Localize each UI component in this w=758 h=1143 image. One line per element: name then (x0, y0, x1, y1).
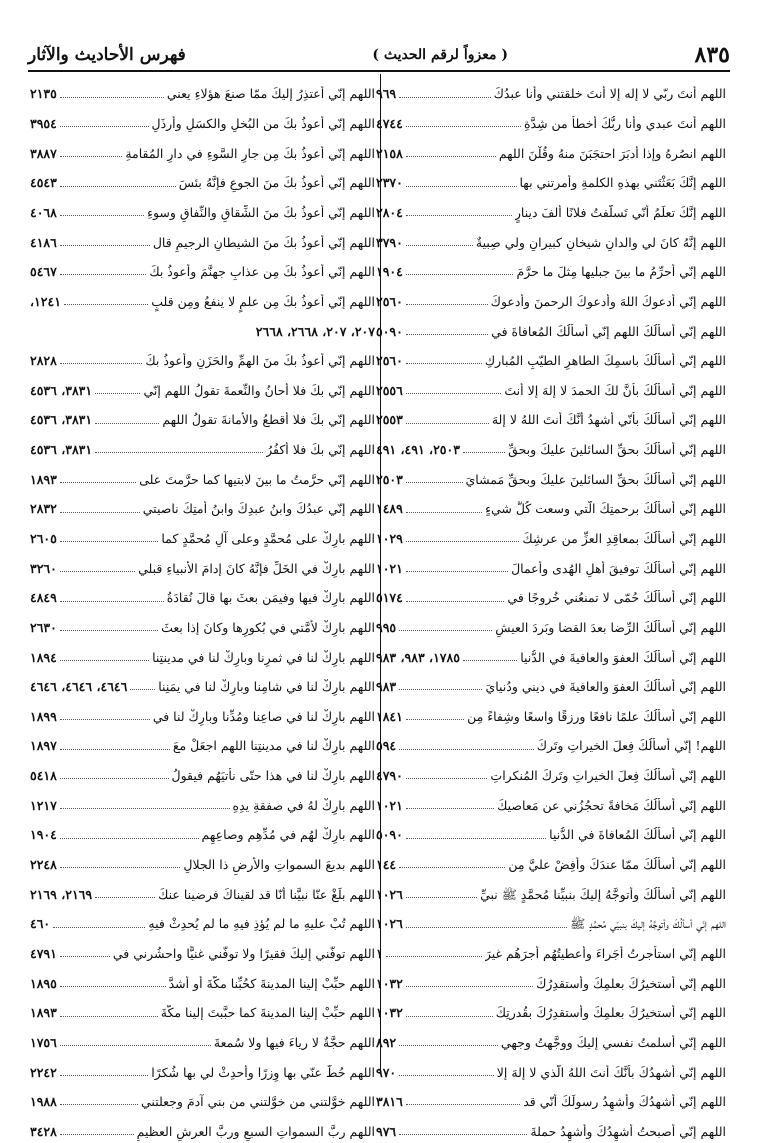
entry-reference: ١٠٢١ (376, 560, 403, 576)
entry-text: اللهم بارِكْ لهُم في مُدِّهِم وصاعِهِم (201, 827, 375, 843)
entry-reference: ٣٢٦٠ (30, 560, 57, 576)
index-entry (30, 639, 375, 669)
entry-reference: ٢٨٣٢ (30, 501, 57, 517)
entry-text: اللهم إنّي أسألُكَ باسمِكَ الطاهرِ الطيّبِ المُباركِ (484, 353, 726, 369)
entry-reference: ١٧٨٥، ٩٨٣، ٩٨٣ (376, 649, 460, 665)
entry-text: اللهم بارِكْ لنا في هذا حتّى نأتيَهُم فيقولُ (171, 768, 375, 784)
entry-text: اللهم إنّي أسألُكَ وأتوجَّهُ إليكَ بنبيّي مُحمَّدٍ ﷺ (570, 916, 726, 932)
index-entry (376, 639, 726, 669)
entry-reference: ١٠٢٩ (376, 531, 403, 546)
leader-dots (60, 749, 170, 750)
entry-reference: ١٩٠٤ (30, 827, 57, 843)
index-entry (376, 343, 726, 373)
index-entry (376, 372, 726, 402)
entry-reference: ٢٥٦٠ (376, 353, 403, 369)
index-entry (376, 1113, 726, 1143)
index-entry (30, 254, 375, 284)
leader-dots (60, 541, 158, 542)
entry-reference: ١٠٢٦ (376, 916, 403, 932)
index-entry (376, 283, 726, 313)
entry-text: اللهم إنّي أعوذُ بكَ منَ الهمِّ والحَزَنِ وأعوذُ بكَ (145, 353, 375, 369)
leader-dots (406, 838, 546, 839)
leader-dots (386, 956, 482, 957)
entry-text: اللهم إنّي حرَّمتُ ما بينَ لابتيها كما حرَّمتَ على (139, 471, 375, 487)
entry-text: اللهم إنّي أسألُكَ فِعلَ الخيراتِ وتَركَ المُنكراتِ (490, 768, 726, 784)
leader-dots (60, 778, 169, 779)
index-entry (376, 135, 726, 165)
leader-dots (95, 393, 140, 394)
entry-text: اللهم إنّي أعوذُ بكَ مِن علمٍ لا ينفعُ ومِن قلبٍ (151, 293, 375, 309)
leader-dots (64, 304, 148, 305)
index-entry (30, 610, 375, 640)
entry-text: اللهم إنّي أسألُكَ العفوَ والعافيةَ في الدُّنيا (520, 649, 726, 665)
leader-dots (60, 97, 164, 98)
index-entry (376, 402, 726, 432)
entry-text: اللهم إنّي أعوذُ بكَ منَ الشِّقاقِ والنِّفاقِ وسوءِ (147, 204, 375, 220)
entry-reference: ٢٥٦٠ (376, 293, 403, 309)
index-entry (376, 965, 726, 995)
entry-reference: ٤٦٤٦، ٤٦٤٦، ٤٦٤٦ (30, 679, 128, 695)
entry-text: اللهم إنّي أشهدُكَ وأُشهِدُ رسولَكَ أنّي قد (523, 1094, 726, 1110)
leader-dots (463, 660, 517, 661)
leader-dots (406, 126, 521, 127)
leader-dots (406, 215, 512, 216)
entry-reference: ٤٦٠ (30, 916, 51, 932)
index-entry (30, 965, 375, 995)
index-entry (30, 728, 375, 758)
leader-dots (60, 482, 136, 483)
leader-dots (53, 927, 145, 928)
index-entry (376, 432, 726, 462)
leader-dots (406, 186, 517, 187)
entry-reference: ٩٧٠ (376, 1064, 397, 1080)
entry-reference: ٢٢٤٢ (30, 1064, 57, 1080)
entry-reference: ٢٥٠٣، ٤٩١، ٤٩١ (376, 442, 460, 458)
entry-reference: ٨٩٢ (376, 1034, 397, 1050)
index-entry (30, 817, 375, 847)
entry-text: اللهم انصُرهُ وإذا أدبَرَ احتجَبَنَ منهُ وقُلْنَ اللهم (498, 145, 726, 161)
leader-dots (60, 1104, 138, 1105)
entry-reference: ٣٧٩٠ (376, 234, 403, 250)
leader-dots (406, 423, 489, 424)
index-entry (30, 195, 375, 225)
leader-dots (406, 541, 519, 542)
entry-text: اللهم إنّي أعوذُ بكَ مِن جارِ السَّوءِ في دارِ المُقامةِ (125, 145, 375, 161)
entry-reference: ٩٨٣ (376, 679, 397, 695)
entry-reference: ١٨٩٧ (30, 738, 57, 754)
index-entry (30, 1113, 375, 1143)
leader-dots (60, 215, 144, 216)
entry-reference: ١٩٨٨ (30, 1094, 57, 1110)
leader-dots (60, 126, 149, 127)
leader-dots (399, 1045, 498, 1046)
index-entry (376, 521, 726, 551)
entry-reference: ١٧٥٦ (30, 1034, 57, 1050)
index-entry (30, 283, 375, 313)
entry-reference: ١٨٩٩ (30, 708, 57, 724)
entry-text: اللهم إنّي أعوذُ بكَ منَ الشيطانِ الرجيمِ قال (152, 234, 375, 250)
index-entry (376, 165, 726, 195)
leader-dots (399, 749, 534, 750)
index-entry (376, 728, 726, 758)
leader-dots (60, 156, 122, 157)
leader-dots (60, 1016, 158, 1017)
leader-dots (60, 245, 150, 246)
leader-dots (406, 304, 488, 305)
entry-reference: ٥١٧٤ (376, 590, 403, 606)
leader-dots (95, 897, 155, 898)
leader-dots (399, 630, 492, 631)
index-entry (30, 847, 375, 877)
entry-text: اللهم إنّي أسألُكَ اللهم إنّي أسألُكَ المُعافاةَ في (491, 323, 726, 339)
index-entry (30, 669, 375, 699)
leader-dots (406, 808, 494, 809)
leader-dots (406, 393, 502, 394)
leader-dots (406, 897, 477, 898)
entry-text: اللهم توفَّني إليكَ فقيرًا ولا توفَّني غنيًّا واحشُرني في (112, 945, 375, 961)
entry-reference: ٣٨٨٧ (30, 145, 57, 161)
entry-reference: ٢١٦٩، ٢١٦٩ (30, 886, 93, 902)
index-entry (376, 669, 726, 699)
entry-reference: ١٠٣٢ (376, 975, 403, 991)
leader-dots (399, 689, 482, 690)
index-entry (376, 313, 726, 343)
entry-text: اللهم إنّي أسألُكَ بحقِّ السائلينَ عليكَ وبحقِّ (508, 442, 726, 458)
leader-dots (399, 1134, 527, 1135)
entry-text: اللهم إنّي أسألُكَ وأتوجَّهُ إليكَ بنبيِّنا مُحمَّدٍ ﷺ نبيِّ (480, 886, 726, 902)
entry-text: اللهم إنّي أسألُكَ بأنَّ لكَ الحمدَ لا إلهَ إلا أنتَ (504, 382, 726, 398)
index-entry (30, 1054, 375, 1084)
leader-dots (60, 601, 164, 602)
index-entry (30, 758, 375, 788)
entry-text: اللهم بارِكْ لهُ في صفقةِ يدِهِ (232, 797, 375, 813)
entry-text: اللهم بديعَ السمواتِ والأرضِ ذا الجلالِ (183, 857, 375, 873)
index-entry (30, 580, 375, 610)
entry-reference: ٤٨٤٩ (30, 590, 57, 606)
entry-text: اللهم إنَّكَ بَعَثْتَني بهذهِ الكلمةِ وأمرتني بها (519, 175, 726, 191)
entry-text: اللهم أنتَ ربّي لا إله إلا أنتَ خلقتني وأنا عبدُكَ (493, 86, 726, 102)
entry-text: اللهم إنّي أسألُكَ بحقِّ السائلينَ عليكَ وبحقِّ مَمشايَ (465, 471, 726, 487)
entry-text: اللهم إنّي أعوذُ بكَ منَ الجوعِ فإنَّهُ بئسَ (178, 175, 375, 191)
leader-dots (399, 867, 505, 868)
entry-text: اللهم ربَّ السمواتِ السبعِ وربَّ العرشِ العظيمِ (136, 1123, 375, 1139)
index-entry (30, 76, 375, 106)
leader-dots (60, 808, 230, 809)
entry-reference: ٣٨٣١، ٤٥٣٦ (30, 382, 93, 398)
index-entry (30, 343, 375, 373)
index-entry (376, 580, 726, 610)
entry-text: اللهم حُطَّ عنّي بها وِزرًا وأحدِثْ لي بها شُكرًا (151, 1064, 375, 1080)
leader-dots (406, 571, 508, 572)
index-entry (376, 195, 726, 225)
entry-text: اللهم إنّي أعوذُ بكَ من البُخلِ والكسَلِ وأرذَلِ (151, 116, 375, 132)
entry-reference: ١٨٩٣ (30, 1005, 57, 1021)
entry-text: اللهم إنّي أستخيرُكَ بعلمِكَ وأستقدِرُكَ (536, 975, 726, 991)
entry-reference: ٢٨٢٨ (30, 353, 57, 369)
entry-reference: ٣٤٢٨ (30, 1123, 57, 1139)
index-entry (376, 847, 726, 877)
entry-reference: ٢١٣٥ (30, 86, 57, 102)
index-entry (30, 402, 375, 432)
leader-dots (60, 986, 166, 987)
entry-text: اللهم إنّي بكَ فلا أكفُرُ (266, 442, 375, 458)
index-entry (30, 135, 375, 165)
entry-reference: ٤٧٤٤ (376, 116, 403, 132)
leader-dots (406, 778, 488, 779)
entry-text: اللهم بارِكْ لنا في صاعِنا ومُدِّنا وبارِكْ لنا في (152, 708, 375, 724)
entry-text: اللهم بارِكْ في الخَلِّ فإنَّهُ كانَ إدامَ الأنبياءِ قبلي (138, 560, 375, 576)
entry-reference: ١٨٩٣ (30, 471, 57, 487)
index-entry (30, 461, 375, 491)
leader-dots (399, 97, 490, 98)
leader-dots (60, 719, 150, 720)
leader-dots (60, 512, 140, 513)
leader-dots (406, 512, 482, 513)
index-entry (30, 224, 375, 254)
entry-text: اللهم حجَّةٌ لا رياءَ فيها ولا سُمعةَ (213, 1034, 375, 1050)
leader-dots (60, 274, 146, 275)
leader-dots (60, 363, 142, 364)
entry-reference: ١٢١٧ (30, 797, 57, 813)
index-entry (376, 936, 726, 966)
entry-text: اللهم خوَّلتني من خوَّلتني من بني آدمَ وجعلتني (141, 1094, 375, 1110)
entry-text: اللهم إنّي أدعوكَ اللهَ وأدعوكَ الرحمنَ وأدعوكَ (490, 293, 726, 309)
header-rule (28, 70, 730, 72)
leader-dots (406, 334, 488, 335)
leader-dots (406, 719, 464, 720)
entry-text: اللهم إنّي بكَ فلا أُحانُ والنِّعمةَ تقولُ اللهم إنّي (143, 382, 375, 398)
index-entry (376, 550, 726, 580)
entry-text: اللهم إنّي أسألُكَ ممّا عندَكَ وأفِضْ عليَّ مِن (508, 857, 726, 873)
entry-text: اللهم أنتَ عبدي وأنا ربُّكَ أخطأ من شِدَّةِ (523, 116, 726, 132)
leader-dots (60, 630, 158, 631)
index-entry (30, 313, 375, 343)
entry-text: اللهم إنّي أصبحتُ أُشهِدُكَ وأُشهِدُ حملةَ (530, 1123, 726, 1139)
entry-reference: ٤٧٩١ (30, 945, 57, 961)
entry-text: اللهم إنّي أسألُكَ توفيقَ أهلِ الهُدى وأعمالَ (511, 560, 726, 576)
entry-reference: ٢٥٥٣ (376, 412, 403, 428)
index-entry (30, 491, 375, 521)
entry-reference: ٣٨٣١، ٤٥٣٦ (30, 442, 93, 458)
entry-text: اللهم حبِّبْ إلينا المدينةَ كحُبِّنا مكّةَ أو أشدَّ (168, 975, 375, 991)
running-title: فهرس الأحاديث والآثار (28, 45, 186, 65)
entry-text: اللهم إنّي أسألُكَ مَخافةً تحجُزُني عن مَعاصيكَ (497, 797, 726, 813)
right-column (376, 76, 726, 1143)
entry-reference: ١٠٣٢ (376, 1005, 403, 1021)
entry-text: اللهم إنّي أعوذُ بكَ مِن عذابِ جهنَّمَ وأعوذُ بكَ (149, 264, 375, 280)
leader-dots (60, 838, 199, 839)
entry-reference: ٣٨١٦ (376, 1094, 403, 1110)
leader-dots (130, 689, 155, 690)
index-entry (376, 76, 726, 106)
header-subtitle: ( معزواً لرقم الحديث ) (372, 47, 508, 63)
entry-reference: ٢٠٧، ٢٠٧، ٢٦٦٨، ٢٦٦٨ (255, 323, 375, 339)
leader-dots (406, 156, 496, 157)
entry-reference: ٤٥٤٣ (30, 175, 57, 191)
page-number: ٨٣٥ (694, 42, 730, 68)
leader-dots (406, 986, 533, 987)
leader-dots (399, 1075, 494, 1076)
index-entry (30, 787, 375, 817)
leader-dots (406, 363, 482, 364)
index-entry (376, 461, 726, 491)
entry-reference: ٤٠٦٨ (30, 204, 57, 220)
entry-reference: ٢٨٠٤ (376, 204, 403, 220)
entry-text: اللهم حبِّبْ إلينا المدينةَ كما حبَّبتَ إلينا مكّةَ (160, 1005, 375, 1021)
entry-text: اللهم! إنّي أسألُكَ فِعلَ الخيراتِ وتَركَ (536, 738, 726, 754)
index-entry (30, 521, 375, 551)
entry-reference: ٩٩٥ (376, 619, 397, 635)
leader-dots (406, 927, 567, 928)
entry-reference: ٩٧٦ (376, 1123, 397, 1139)
entry-reference: ١٢٤١، (30, 293, 61, 309)
index-entry (30, 906, 375, 936)
entry-text: اللهم إنّي بكَ فلا أُقطعُ والأمانةَ تقولُ اللهم (162, 412, 375, 428)
entry-reference: ٢٥٠٣ (376, 471, 403, 487)
entry-text: اللهم إنّي أسألُكَ حُمّى لا تمنعُني خُروجًا في (507, 590, 726, 606)
index-entry (30, 995, 375, 1025)
index-entry (30, 372, 375, 402)
entry-text: اللهم إنَّكَ تعلَمُ أنّي تَسلَّفتُ فلانًا ألفَ دينارٍ (514, 204, 726, 220)
left-column (30, 76, 375, 1143)
leader-dots (406, 245, 473, 246)
entry-text: اللهم إنّي استأجرتُ أُجَراءَ وأعطيتُهُم أجرَهُم غيرَ (484, 945, 726, 961)
entry-text: اللهم إنّي أسلمتُ نفسي إليكَ ووجَّهتُ وجهي (500, 1034, 726, 1050)
index-entry (376, 758, 726, 788)
entry-reference: ٢٣٧٠ (376, 175, 403, 191)
entry-text: اللهم إنّي أسألُكَ العفوَ والعافيةَ في ديني ودُنيايَ (485, 679, 726, 695)
index-entry (376, 106, 726, 136)
entry-text: اللهم بارِكْ لأُمَّتي في بُكورِها وكانَ إذا بعثَ (161, 619, 375, 635)
entry-reference: ١٨٤١ (376, 708, 403, 724)
entry-reference: ١٠٢١ (376, 797, 403, 813)
leader-dots (95, 423, 159, 424)
entry-text: اللهم إنّي أسألُكَ برحمتِكَ الّتي وسعت كُلَّ شيءٍ (485, 501, 726, 517)
leader-dots (95, 452, 263, 453)
index-entry (30, 165, 375, 195)
entry-reference: ١٨٩٥ (30, 975, 57, 991)
entry-reference: ٤١٨٦ (30, 234, 57, 250)
leader-dots (60, 1075, 148, 1076)
entry-text: اللهم تُبْ عليهِ ما لم يُؤذِ فيهِ ما لم يُحدِثْ فيهِ (148, 916, 375, 932)
entry-reference: ١٨٩٤ (30, 649, 57, 665)
entry-reference: ٢١٥٨ (376, 145, 403, 161)
entry-text: اللهم إنّي أسألُكَ بمعاقِدِ العزِّ من عرشِكَ (522, 531, 726, 546)
entry-text: اللهم إنّي أسألُكَ الرِّضا بعدَ القضا وبَردَ العيشِ (495, 619, 726, 635)
index-entry (376, 224, 726, 254)
index-entry (30, 106, 375, 136)
leader-dots (60, 956, 110, 957)
entry-text: اللهم إنّي أُحرِّمُ ما بينَ جبليها مِثلَ ما حرَّمَ (516, 264, 726, 280)
leader-dots (406, 482, 463, 483)
index-entry (376, 817, 726, 847)
entry-text: اللهم بارِكْ لنا في شامِنا وبارِكْ لنا في يمَنِنا (158, 679, 375, 695)
entry-reference: ٢٥٥٦ (376, 382, 403, 398)
entry-reference: ١٠٢٦ (376, 886, 403, 902)
entry-reference: ٥٠٩٠ (376, 323, 403, 339)
entry-text: اللهم بارِكْ على مُحمَّدٍ وعلى آلِ مُحمَّدٍ كما (161, 531, 375, 546)
entry-reference: ٣٨٣١، ٤٥٣٦ (30, 412, 93, 428)
leader-dots (60, 1134, 134, 1135)
index-entry (30, 1025, 375, 1055)
entry-text: اللهم إنّي أشهدُكَ بأنَّكَ أنتَ اللهُ الّذي لا إلهَ إلا (496, 1064, 726, 1080)
entry-reference: ٥٠٩٠ (376, 827, 403, 843)
entry-reference: ٣٩٥٤ (30, 116, 57, 132)
entry-text: اللهم بارِكْ لنا في مدينتِنا اللهم اجعَلْ معَ (172, 738, 375, 754)
entry-text: اللهم إنّي أسألُكَ المُعافاةَ في الدُّنيا (549, 827, 726, 843)
index-entry (30, 432, 375, 462)
leader-dots (406, 274, 514, 275)
entry-reference: ١٩٠٤ (376, 264, 403, 280)
leader-dots (60, 571, 135, 572)
entry-reference: ٢٦٣٠ (30, 619, 57, 635)
index-entry (376, 906, 726, 936)
index-entry (376, 876, 726, 906)
entry-text: اللهم بارِكْ فيها وفيمَن بعثَ بها قالَ نُقادَةُ (166, 590, 375, 606)
entry-reference: ١٤٤ (376, 857, 397, 873)
entry-reference: ٥٤١٨ (30, 768, 57, 784)
entry-text: اللهم بلِّغْ عنّا نبيَّنا أنّا قد لقيناكَ فرضينا عنكَ (158, 886, 375, 902)
index-entry (376, 491, 726, 521)
index-entry (376, 1025, 726, 1055)
index-entry (30, 936, 375, 966)
index-entry (30, 550, 375, 580)
page-header (28, 40, 730, 70)
entry-reference: ٩٦٩ (376, 86, 397, 102)
entry-text: اللهم إنّي أعتذِرُ إليكَ ممّا صنعَ هؤلاءِ يعني (166, 86, 375, 102)
index-entry (376, 1084, 726, 1114)
entry-reference: ١٤٨٩ (376, 501, 403, 517)
entry-text: اللهم بارِكْ لنا في ثمرِنا وبارِكْ لنا في مدينتِنا (152, 649, 375, 665)
leader-dots (406, 601, 505, 602)
leader-dots (463, 452, 505, 453)
index-entry (376, 698, 726, 728)
index-entry (30, 698, 375, 728)
entry-reference: ٥٤٦٧ (30, 264, 57, 280)
index-entry (376, 610, 726, 640)
entry-text: اللهم إنَّهُ كانَ لي والدانِ شيخانِ كبيرانِ ولي صِبيةٌ (475, 234, 726, 250)
entry-text: اللهم إنّي أسألُكَ علمًا نافعًا ورزقًا واسعًا وشِفاءً مِن (467, 708, 726, 724)
entry-reference: ٢٢٤٨ (30, 857, 57, 873)
index-entry (376, 787, 726, 817)
entry-reference: ٢٦٠٥ (30, 531, 57, 546)
entry-reference: ٥٩٤ (376, 738, 397, 754)
leader-dots (406, 1016, 493, 1017)
leader-dots (60, 867, 181, 868)
index-entry (30, 1084, 375, 1114)
leader-dots (60, 186, 176, 187)
entry-text: اللهم إنّي عبدُكَ وابنُ عبدِكَ وابنُ أمتِكَ ناصيتي (142, 501, 375, 517)
index-entry (376, 254, 726, 284)
entry-reference: ١ (376, 945, 383, 961)
entry-reference: ٤٧٩٠ (376, 768, 403, 784)
leader-dots (60, 660, 149, 661)
leader-dots (60, 1045, 211, 1046)
index-entry (376, 1054, 726, 1084)
leader-dots (406, 1104, 520, 1105)
entry-text: اللهم إنّي أستخيرُكَ بعلمِكَ وأستقدِرُكَ بقُدرتِكَ (495, 1005, 726, 1021)
index-entry (376, 995, 726, 1025)
index-entry (30, 876, 375, 906)
entry-text: اللهم إنّي أسألُكَ بأنّي أشهدُ أنَّكَ أنتَ اللهُ لا إلهَ (491, 412, 726, 428)
